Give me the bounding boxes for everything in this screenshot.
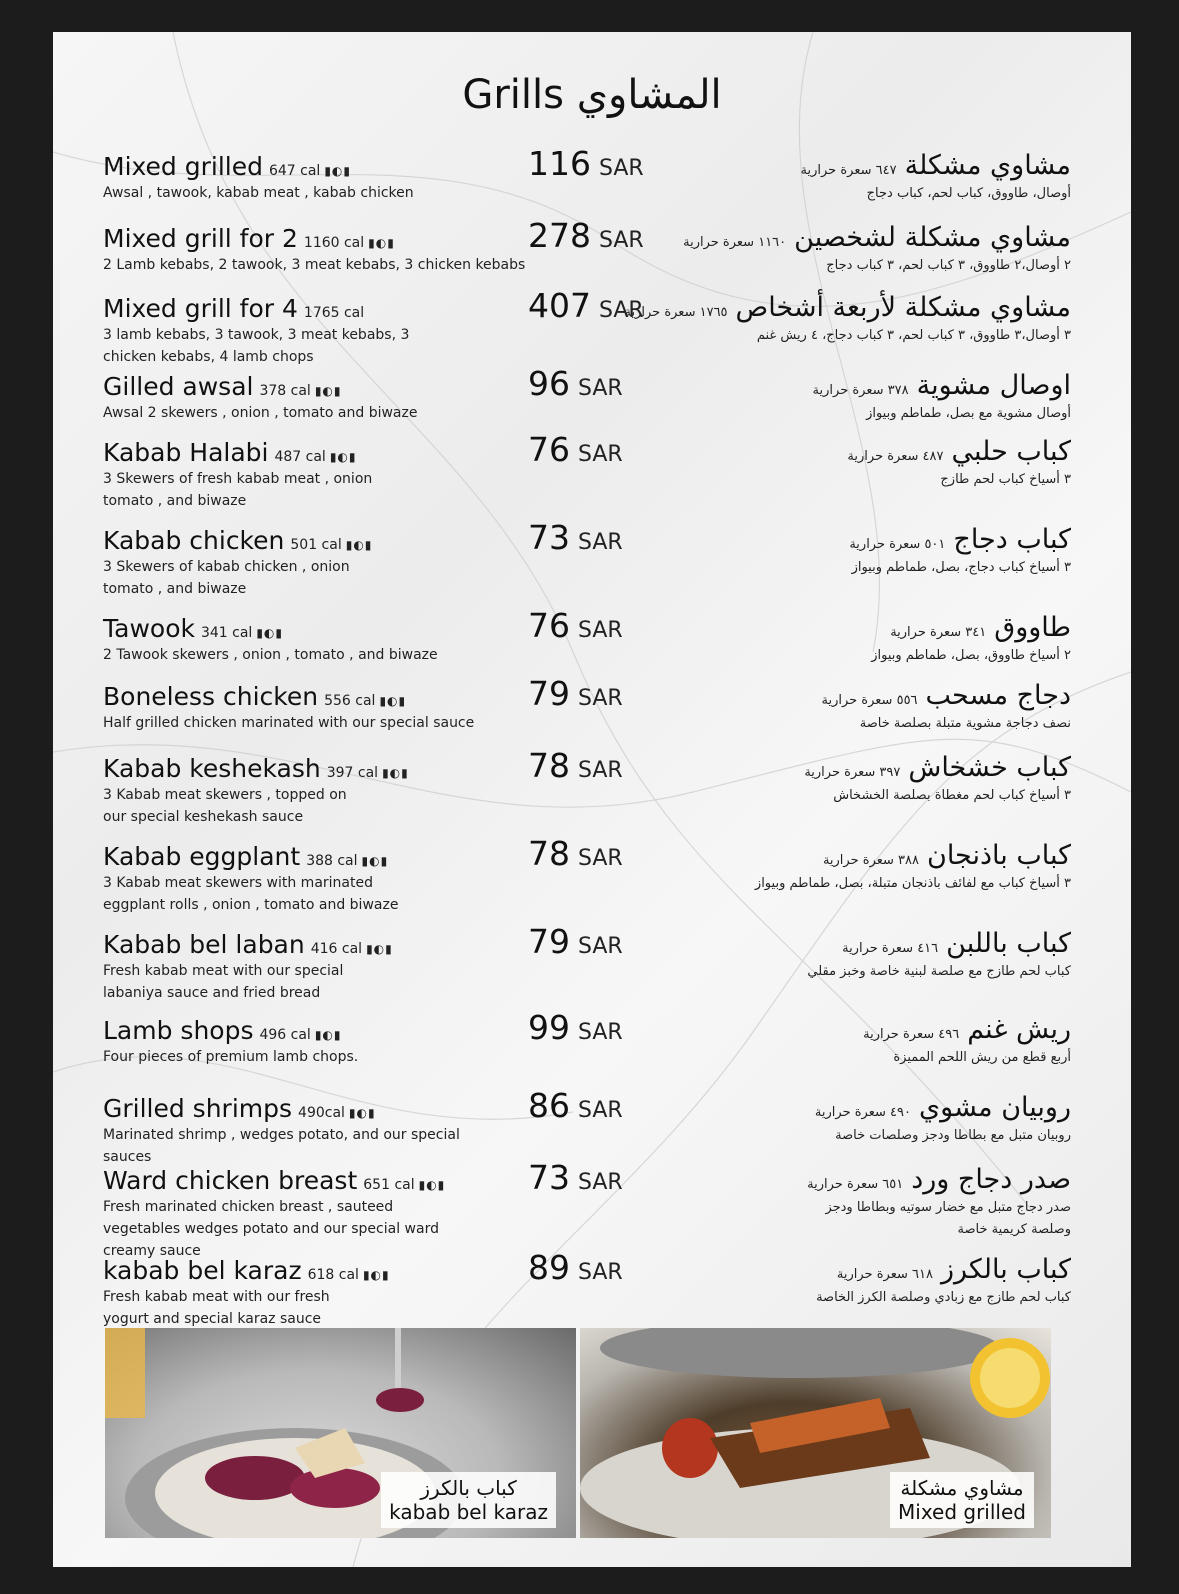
item-en-description: Marinated shrimp , wedges potato, and our special sauces [103, 1127, 460, 1165]
item-en-name: Mixed grill for 4 1765 cal [103, 294, 365, 323]
item-en-description: 2 Tawook skewers , onion , tomato , and biwaze [103, 647, 438, 663]
allergen-icons: ▮◐▮ [256, 626, 283, 640]
item-ar-calories: ٣٧٨ سعرة حرارية [812, 383, 909, 398]
allergen-icons: ▮◐▮ [345, 538, 373, 552]
item-price: 73 SAR [528, 1158, 623, 1197]
item-en-name: Ward chicken breast 651 cal ▮◐▮ [103, 1166, 446, 1195]
photo-caption [890, 1472, 1034, 1528]
allergen-icons: ▮◐▮ [379, 694, 407, 708]
item-en-name: Gilled awsal 378 cal ▮◐▮ [103, 372, 342, 401]
item-ar-calories: ٣٩٧ سعرة حرارية [804, 765, 901, 780]
item-en-description: 3 lamb kebabs, 3 tawook, 3 meat kebabs, 3 chicken kebabs, 4 lamb chops [103, 327, 410, 365]
item-ar-calories: ٦٥١ سعرة حرارية [807, 1177, 904, 1192]
item-en-calories: 1765 cal [303, 305, 365, 321]
item-en-name: kabab bel karaz 618 cal ▮◐▮ [103, 1256, 390, 1285]
item-price: 407 SAR [528, 286, 644, 325]
item-ar-name: مشاوي مشكلة لشخصين١١٦٠ سعرة حرارية [683, 222, 1071, 253]
item-en-description: Half grilled chicken marinated with our special sauce [103, 715, 475, 731]
item-ar-description: كباب لحم طازج مع صلصة لبنية خاصة وخبز مقلي [807, 964, 1071, 979]
item-ar-name: كباب خشخاش٣٩٧ سعرة حرارية [804, 752, 1071, 783]
item-ar-description: نصف دجاجة مشوية متبلة بصلصة خاصة [859, 716, 1071, 731]
menu-item [53, 834, 1131, 922]
item-en-name: Kabab chicken 501 cal ▮◐▮ [103, 526, 373, 555]
allergen-icons: ▮◐▮ [362, 1268, 390, 1282]
item-price: 89 SAR [528, 1248, 623, 1287]
allergen-icons: ▮◐▮ [361, 854, 389, 868]
item-ar-name: اوصال مشوية٣٧٨ سعرة حرارية [812, 370, 1071, 401]
item-en-calories: 487 cal [274, 449, 326, 465]
item-ar-calories: ٥٠١ سعرة حرارية [849, 537, 946, 552]
item-ar-description: ٢ أسياخ طاووق، بصل، طماطم وبيواز [871, 648, 1071, 663]
item-ar-name: مشاوي مشكلة لأربعة أشخاص١٧٦٥ سعرة حرارية [624, 292, 1071, 323]
item-ar-description: أربع قطع من ريش اللحم المميزة [893, 1050, 1071, 1065]
item-ar-description: ٣ أسياخ كباب لحم مغطاة بصلصة الخشخاش [833, 788, 1071, 803]
item-price: 116 SAR [528, 144, 644, 183]
item-en-calories: 378 cal [259, 383, 311, 399]
item-en-calories: 651 cal [363, 1177, 415, 1193]
item-ar-description: ٣ أوصال،٣ طاووق، ٣ كباب لحم، ٣ كباب دجاج، ٤ ريش غنم [756, 328, 1071, 343]
item-price: 79 SAR [528, 922, 623, 961]
item-en-calories: 388 cal [306, 853, 358, 869]
allergen-icons: ▮◐▮ [324, 164, 352, 178]
item-en-calories: 556 cal [324, 693, 376, 709]
item-ar-description: روبيان متبل مع بطاطا ودجز وصلصات خاصة [835, 1128, 1071, 1143]
item-price: 73 SAR [528, 518, 623, 557]
allergen-icons: ▮◐▮ [382, 766, 409, 780]
item-en-calories: 647 cal [268, 163, 321, 179]
item-en-description: 2 Lamb kebabs, 2 tawook, 3 meat kebabs, 3 chicken kebabs [103, 257, 526, 273]
item-ar-calories: ٥٥٦ سعرة حرارية [821, 693, 918, 708]
item-en-description: Awsal 2 skewers , onion , tomato and biwaze [103, 405, 418, 421]
item-en-description: 3 Kabab meat skewers , topped on our special keshekash sauce [103, 787, 347, 825]
item-en-calories: 397 cal [326, 765, 379, 781]
item-en-name: Mixed grilled 647 cal ▮◐▮ [103, 152, 352, 181]
item-price: 76 SAR [528, 606, 623, 645]
item-en-description: Awsal , tawook, kabab meat , kabab chicken [103, 185, 414, 201]
item-ar-description: أوصال، طاووق، كباب لحم، كباب دجاج [866, 186, 1071, 201]
item-ar-description: ٢ أوصال،٢ طاووق، ٣ كباب لحم، ٣ كباب دجاج [826, 258, 1071, 273]
item-ar-description: كباب لحم طازج مع زبادي وصلصة الكرز الخاصة [816, 1290, 1071, 1305]
item-ar-description: ٣ أسياخ كباب دجاج، بصل، طماطم وبيواز [851, 560, 1071, 575]
item-ar-calories: ٤٩٠ سعرة حرارية [814, 1105, 911, 1120]
menu-item [53, 1248, 1131, 1336]
item-en-name: Boneless chicken 556 cal ▮◐▮ [103, 682, 407, 711]
item-ar-name: ريش غنم٤٩٦ سعرة حرارية [863, 1014, 1071, 1045]
item-en-description: Four pieces of premium lamb chops. [103, 1049, 359, 1065]
item-ar-calories: ٤١٦ سعرة حرارية [842, 941, 939, 956]
menu-item [53, 746, 1131, 834]
item-price: 278 SAR [528, 216, 644, 255]
allergen-icons: ▮◐▮ [348, 1106, 376, 1120]
item-ar-calories: ٦٤٧ سعرة حرارية [800, 163, 897, 178]
item-en-calories: 501 cal [290, 537, 342, 553]
item-en-calories: 1160 cal [303, 235, 365, 251]
item-ar-calories: ٣٨٨ سعرة حرارية [822, 853, 919, 868]
menu-item [53, 430, 1131, 518]
food-photo-kabab-bel-karaz [105, 1328, 576, 1538]
item-en-name: Kabab eggplant 388 cal ▮◐▮ [103, 842, 389, 871]
item-en-name: Kabab Halabi 487 cal ▮◐▮ [103, 438, 357, 467]
item-ar-name: كباب باذنجان٣٨٨ سعرة حرارية [822, 840, 1071, 871]
caption-ar: مشاوي مشكلة [900, 1476, 1024, 1500]
item-en-description: Fresh kabab meat with our fresh yogurt and special karaz sauce [103, 1289, 330, 1327]
item-en-name: Tawook 341 cal ▮◐▮ [103, 614, 283, 643]
allergen-icons: ▮◐▮ [366, 942, 393, 956]
caption-en: Mixed grilled [898, 1500, 1026, 1524]
allergen-icons: ▮◐▮ [329, 450, 357, 464]
item-price: 99 SAR [528, 1008, 623, 1047]
item-en-calories: 618 cal [307, 1267, 359, 1283]
item-ar-description: ٣ أسياخ كباب لحم طازج [940, 472, 1071, 487]
item-price: 96 SAR [528, 364, 623, 403]
item-ar-description: ٣ أسياخ كباب مع لفائف باذنجان متبلة، بصل، طماطم وبيواز [754, 876, 1071, 891]
item-ar-name: كباب حلبي٤٨٧ سعرة حرارية [847, 436, 1071, 467]
item-price: 76 SAR [528, 430, 623, 469]
menu-item [53, 922, 1131, 1010]
item-en-calories: 496 cal [259, 1027, 311, 1043]
item-price: 78 SAR [528, 746, 623, 785]
item-ar-calories: ١١٦٠ سعرة حرارية [683, 235, 787, 250]
item-ar-description: أوصال مشوية مع بصل، طماطم وبيواز [866, 406, 1071, 421]
menu-item [53, 1008, 1131, 1096]
item-ar-name: صدر دجاج ورد٦٥١ سعرة حرارية [807, 1164, 1071, 1195]
item-en-calories: 416 cal [310, 941, 363, 957]
menu-page [53, 32, 1131, 1567]
allergen-icons: ▮◐▮ [368, 236, 395, 250]
food-photo-mixed-grilled [580, 1328, 1051, 1538]
item-ar-description: صدر دجاج متبل مع خضار سوتيه وبطاطا ودجز وصلصة كريمية خاصة [825, 1200, 1071, 1237]
item-en-name: Mixed grill for 2 1160 cal ▮◐▮ [103, 224, 395, 253]
item-ar-name: مشاوي مشكلة٦٤٧ سعرة حرارية [800, 150, 1071, 181]
item-en-description: 3 Skewers of kabab chicken , onion tomato , and biwaze [103, 559, 350, 597]
menu-item [53, 286, 1131, 374]
item-en-name: Kabab bel laban 416 cal ▮◐▮ [103, 930, 393, 959]
item-ar-name: طاووق٣٤١ سعرة حرارية [890, 612, 1071, 643]
allergen-icons: ▮◐▮ [314, 1028, 342, 1042]
item-en-name: Lamb shops 496 cal ▮◐▮ [103, 1016, 342, 1045]
item-en-description: Fresh marinated chicken breast , sauteed vegetables wedges potato and our special ward creamy sauce [103, 1199, 439, 1259]
item-ar-calories: ٦١٨ سعرة حرارية [836, 1267, 933, 1282]
item-ar-name: كباب دجاج٥٠١ سعرة حرارية [849, 524, 1071, 555]
item-ar-name: روبيان مشوي٤٩٠ سعرة حرارية [814, 1092, 1071, 1123]
item-en-description: 3 Skewers of fresh kabab meat , onion tomato , and biwaze [103, 471, 373, 509]
item-en-calories: 341 cal [200, 625, 253, 641]
item-price: 79 SAR [528, 674, 623, 713]
allergen-icons: ▮◐▮ [314, 384, 342, 398]
menu-title: Grills المشاوي [462, 72, 722, 118]
allergen-icons: ▮◐▮ [418, 1178, 446, 1192]
item-ar-calories: ٤٨٧ سعرة حرارية [847, 449, 944, 464]
item-ar-calories: ٣٤١ سعرة حرارية [890, 625, 987, 640]
item-ar-name: كباب باللبن٤١٦ سعرة حرارية [842, 928, 1071, 959]
photo-caption [381, 1472, 556, 1528]
item-en-description: 3 Kabab meat skewers with marinated eggplant rolls , onion , tomato and biwaze [103, 875, 399, 913]
item-en-name: Grilled shrimps 490cal ▮◐▮ [103, 1094, 376, 1123]
item-en-calories: 490cal [298, 1105, 345, 1121]
item-ar-name: كباب بالكرز٦١٨ سعرة حرارية [836, 1254, 1071, 1285]
item-en-name: Kabab keshekash 397 cal ▮◐▮ [103, 754, 409, 783]
item-ar-calories: ٤٩٦ سعرة حرارية [863, 1027, 960, 1042]
item-en-description: Fresh kabab meat with our special labaniya sauce and fried bread [103, 963, 344, 1001]
menu-item [53, 518, 1131, 606]
caption-ar: كباب بالكرز [420, 1476, 517, 1500]
item-ar-calories: ١٧٦٥ سعرة حرارية [624, 305, 728, 320]
menu-item [53, 1158, 1131, 1259]
item-ar-name: دجاج مسحب٥٥٦ سعرة حرارية [821, 680, 1071, 711]
item-price: 86 SAR [528, 1086, 623, 1125]
caption-en: kabab bel karaz [389, 1500, 548, 1524]
item-price: 78 SAR [528, 834, 623, 873]
